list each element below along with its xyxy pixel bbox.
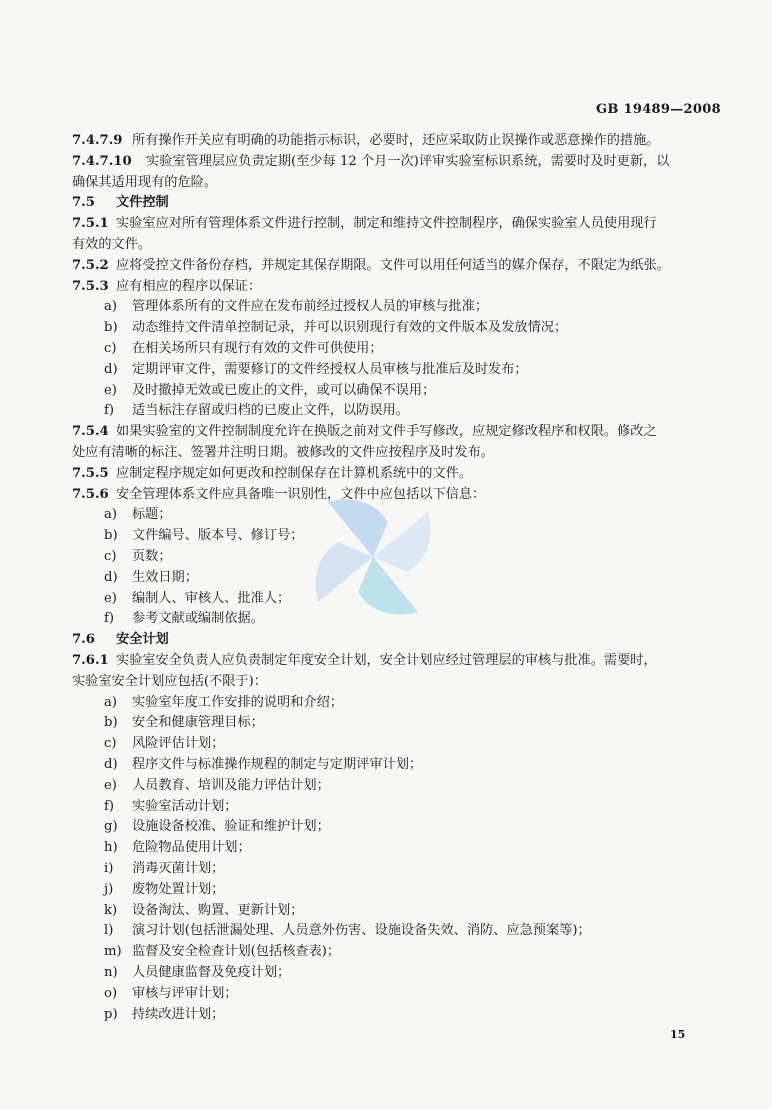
clause — [72, 654, 657, 667]
list-item-label: m) — [104, 944, 122, 960]
line-text: 设施设备校准、验证和维护计划； — [132, 819, 330, 835]
clause-number: 7.5.4 — [72, 424, 109, 440]
line-text: 危险物品使用计划； — [132, 840, 251, 856]
line-text: 动态维持文件清单控制记录，并可以识别现行有效的文件版本及发放情况； — [132, 320, 568, 336]
clause-number: 7.4.7.10 — [72, 153, 132, 169]
section-heading — [72, 196, 169, 209]
list-item — [104, 321, 567, 334]
line-text: 参考文献或编制依据。 — [132, 611, 264, 627]
line-text: 处应有清晰的标注、签署并注明日期。被修改的文件应按程序及时发布。 — [72, 445, 494, 460]
list-item — [104, 342, 383, 355]
list-item — [104, 820, 330, 833]
list-item-label: d) — [104, 361, 118, 377]
line-text: 如果实验室的文件控制制度允许在换版之前对文件手写修改，应规定修改程序和权限。修改之 — [116, 424, 657, 440]
list-item-label: e) — [104, 777, 117, 793]
list-item-label: i) — [104, 861, 114, 876]
clause-number: 7.5.3 — [72, 278, 109, 294]
paragraph-continuation — [72, 675, 267, 688]
list-item-label: e) — [104, 382, 117, 398]
line-text: 确保其适用现有的危险。 — [72, 174, 218, 190]
line-text: 程序文件与标准操作规程的制定与定期评审计划； — [132, 757, 423, 772]
line-text: 实验室管理层应负责定期(至少每 12 个月一次)评审实验室标识系统，需要时及时更新，以 — [146, 153, 670, 169]
line-text: 应制定程序规定如何更改和控制保存在计算机系统中的文件。 — [116, 465, 473, 481]
list-item-label: a) — [104, 299, 118, 315]
list-item-label: f) — [104, 403, 115, 419]
paragraph-continuation — [72, 176, 217, 189]
standard-number: GB 19489—2008 — [596, 102, 721, 117]
list-item — [104, 945, 340, 958]
list-item — [104, 571, 198, 584]
list-item-label: d) — [104, 569, 118, 585]
list-item-label: f) — [104, 611, 115, 627]
line-text: 定期评审文件，需要修订的文件经授权人员审核与批准后及时发布； — [132, 361, 528, 377]
line-text: 编制人、审核人、批准人； — [132, 590, 291, 606]
line-text: 文件编号、版本号、修订号； — [132, 528, 304, 544]
line-text: 页数； — [132, 549, 172, 564]
clause — [72, 488, 485, 501]
list-item-label: k) — [104, 902, 118, 918]
line-text: 管理体系所有的文件应在发布前经过授权人员的审核与批准； — [132, 299, 489, 315]
list-item-label: j) — [104, 881, 114, 897]
clause — [72, 217, 657, 230]
list-item — [104, 737, 224, 750]
list-item — [104, 384, 435, 397]
clause — [72, 259, 670, 272]
list-item-label: n) — [104, 965, 118, 980]
list-item — [104, 883, 224, 896]
line-text: 审核与评审计划； — [132, 985, 238, 1001]
list-item — [104, 841, 251, 854]
list-item — [104, 508, 172, 521]
line-text: 人员健康监督及免疫计划； — [132, 965, 291, 980]
list-item — [104, 924, 591, 937]
list-item-label: h) — [104, 840, 118, 856]
list-item — [104, 716, 264, 729]
clause — [72, 155, 669, 168]
list-item-label: o) — [104, 985, 118, 1001]
list-item-label: b) — [104, 715, 118, 731]
clause-number: 7.4.7.9 — [72, 133, 123, 148]
list-item-label: f) — [104, 798, 115, 814]
list-item-label: c) — [104, 341, 117, 356]
list-item — [104, 529, 303, 542]
line-text: 所有操作开关应有明确的功能指示标识，必要时，还应采取防止误操作或恶意操作的措施。 — [132, 133, 660, 148]
line-text: 文件控制 — [116, 195, 169, 211]
line-text: 设备淘汰、购置、更新计划； — [132, 902, 304, 918]
line-text: 持续改进计划； — [132, 1006, 225, 1022]
clause — [72, 467, 472, 480]
list-item-label: e) — [104, 590, 117, 606]
list-item-label: c) — [104, 549, 117, 564]
line-text: 安全计划 — [116, 632, 169, 648]
paragraph-continuation — [72, 446, 494, 459]
list-item-label: c) — [104, 736, 117, 752]
list-item — [104, 904, 303, 917]
line-text: 及时撤掉无效或已废止的文件，或可以确保不误用； — [132, 382, 436, 398]
list-item — [104, 966, 290, 979]
line-text: 适当标注存留或归档的已废止文件，以防误用。 — [132, 403, 409, 419]
list-item — [104, 1008, 224, 1021]
line-text: 安全管理体系文件应具备唯一识别性，文件中应包括以下信息： — [116, 486, 486, 502]
list-item-label: a) — [104, 694, 118, 710]
clause — [72, 134, 660, 147]
line-text: 废物处置计划； — [132, 881, 225, 897]
list-item — [104, 612, 264, 625]
clause-number: 7.5.5 — [72, 465, 109, 481]
paragraph-continuation — [72, 238, 151, 251]
list-item-label: p) — [104, 1006, 118, 1022]
list-item — [104, 404, 409, 417]
list-item — [104, 779, 330, 792]
clause-number: 7.6 — [72, 632, 95, 648]
line-text: 实验室安全负责人应负责制定年度安全计划，安全计划应经过管理层的审核与批准。需要时， — [116, 653, 657, 668]
line-text: 实验室活动计划； — [132, 798, 238, 814]
list-item-label: d) — [104, 757, 118, 772]
list-item-label: a) — [104, 507, 118, 523]
line-text: 演习计划(包括泄漏处理、人员意外伤害、设施设备失效、消防、应急预案等)； — [132, 923, 591, 939]
list-item-label: b) — [104, 528, 118, 544]
list-item — [104, 696, 343, 709]
section-heading — [72, 633, 169, 646]
line-text: 实验室应对所有管理体系文件进行控制，制定和维持文件控制程序，确保实验室人员使用现行 — [116, 216, 657, 232]
list-item-label: b) — [104, 320, 118, 336]
list-item-label: l) — [104, 923, 114, 939]
line-text: 风险评估计划； — [132, 736, 225, 752]
clause-number: 7.5.1 — [72, 216, 109, 232]
line-text: 生效日期； — [132, 569, 198, 585]
line-text: 有效的文件。 — [72, 237, 152, 252]
list-item — [104, 862, 224, 875]
line-text: 消毒灭菌计划； — [132, 861, 225, 876]
line-text: 实验室年度工作安排的说明和介绍； — [132, 694, 343, 710]
line-text: 监督及安全检查计划(包括核查表)； — [132, 944, 341, 960]
list-item — [104, 592, 290, 605]
line-text: 应将受控文件备份存档，并规定其保存期限。文件可以用任何适当的媒介保存，不限定为纸张。 — [116, 257, 670, 273]
clause-number: 7.5.2 — [72, 257, 109, 273]
clause — [72, 280, 261, 293]
page-number: 15 — [670, 1028, 686, 1041]
line-text: 在相关场所只有现行有效的文件可供使用； — [132, 341, 383, 356]
list-item — [104, 987, 238, 1000]
line-text: 实验室安全计划应包括(不限于)： — [72, 673, 267, 689]
line-text: 应有相应的程序以保证： — [116, 278, 262, 294]
line-text: 人员教育、培训及能力评估计划； — [132, 777, 330, 793]
clause — [72, 425, 657, 438]
clause-number: 7.5 — [72, 195, 95, 211]
list-item — [104, 363, 528, 376]
clause-number: 7.6.1 — [72, 653, 109, 668]
line-text: 安全和健康管理目标； — [132, 715, 264, 731]
list-item — [104, 550, 172, 563]
list-item — [104, 758, 422, 771]
list-item — [104, 300, 488, 313]
list-item-label: g) — [104, 819, 118, 835]
pinwheel-watermark-icon — [298, 482, 448, 632]
list-item — [104, 800, 238, 813]
line-text: 标题； — [132, 507, 172, 523]
clause-number: 7.5.6 — [72, 486, 109, 502]
